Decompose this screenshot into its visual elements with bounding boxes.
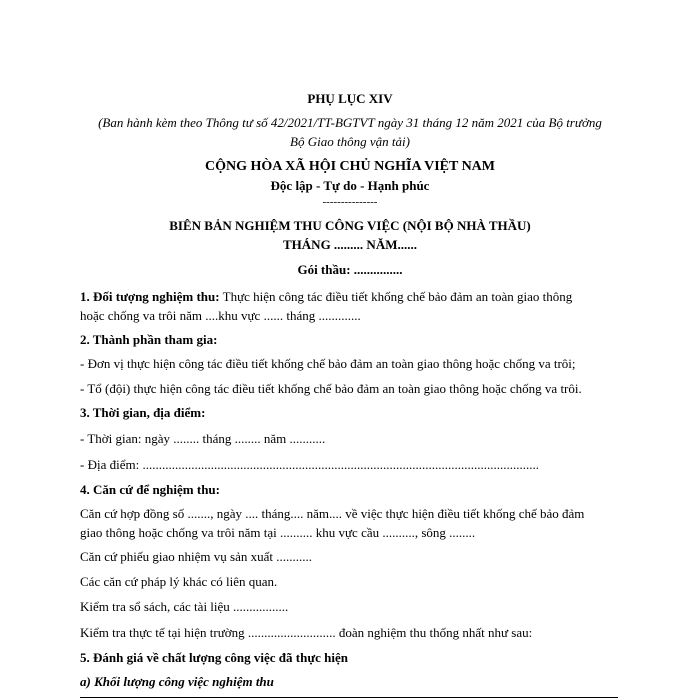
- issued-note-line-1: (Ban hành kèm theo Thông tư số 42/2021/TT-BGTVT ngày 31 tháng 12 năm 2021 của Bộ trưởng: [98, 115, 602, 130]
- section-4-para-1-line-2: giao thông hoặc chống va trôi năm tại .......... khu vực cầu .........., sông ........: [80, 525, 476, 540]
- section-5-subheading-a: a) Khối lượng công việc nghiệm thu: [80, 674, 274, 689]
- section-3-heading: 3. Thời gian, địa điểm:: [80, 405, 206, 420]
- section-2-item-2: - Tổ (đội) thực hiện công tác điều tiết khống chế bảo đảm an toàn giao thông hoặc chống va trôi.: [80, 381, 582, 396]
- issued-note-line-2: Bộ Giao thông vận tải): [290, 134, 410, 149]
- section-3-time: - Thời gian: ngày ........ tháng ........ năm ...........: [80, 431, 326, 446]
- motto-rule: ---------------: [322, 196, 378, 208]
- section-2-item-1: - Đơn vị thực hiện công tác điều tiết khống chế bảo đảm an toàn giao thông hoặc chống va trôi;: [80, 356, 576, 371]
- table-top-border: [80, 697, 618, 698]
- section-4-para-1-line-1: Căn cứ hợp đồng số ......., ngày .... tháng.... năm.... về việc thực hiện điều tiết khống chế bảo đảm: [80, 506, 585, 521]
- section-4-para-2: Căn cứ phiếu giao nhiệm vụ sản xuất ...........: [80, 549, 312, 564]
- section-1-line-2: hoặc chống va trôi năm ....khu vực ...... tháng .............: [80, 308, 361, 323]
- motto: Độc lập - Tự do - Hạnh phúc: [270, 178, 430, 193]
- section-1-heading: 1. Đối tượng nghiệm thu:: [80, 289, 220, 304]
- package-line: Gói thầu: ...............: [297, 262, 403, 277]
- section-4-para-5: Kiểm tra thực tế tại hiện trường ........................... đoàn nghiệm thu thống nhất như sau:: [80, 625, 533, 640]
- document-title-line-2: THÁNG ......... NĂM......: [283, 237, 417, 252]
- appendix-title: PHỤ LỤC XIV: [307, 91, 393, 106]
- document-title-line-1: BIÊN BẢN NGHIỆM THU CÔNG VIỆC (NỘI BỘ NHÀ THẦU): [169, 218, 531, 233]
- section-4-para-3: Các căn cứ pháp lý khác có liên quan.: [80, 574, 278, 589]
- section-4-para-4: Kiểm tra sổ sách, các tài liệu .................: [80, 599, 289, 614]
- section-4-heading: 4. Căn cứ để nghiệm thu:: [80, 482, 220, 497]
- section-1-line-1: [80, 289, 625, 305]
- section-2-heading: 2. Thành phần tham gia:: [80, 332, 218, 347]
- section-1-text: Thực hiện công tác điều tiết khống chế bảo đảm an toàn giao thông: [219, 289, 573, 304]
- section-3-place: - Địa điểm: ..........................................................................................................................: [80, 457, 539, 472]
- nation-heading: CỘNG HÒA XÃ HỘI CHỦ NGHĨA VIỆT NAM: [204, 159, 495, 174]
- section-5-heading: 5. Đánh giá về chất lượng công việc đã thực hiện: [80, 650, 349, 665]
